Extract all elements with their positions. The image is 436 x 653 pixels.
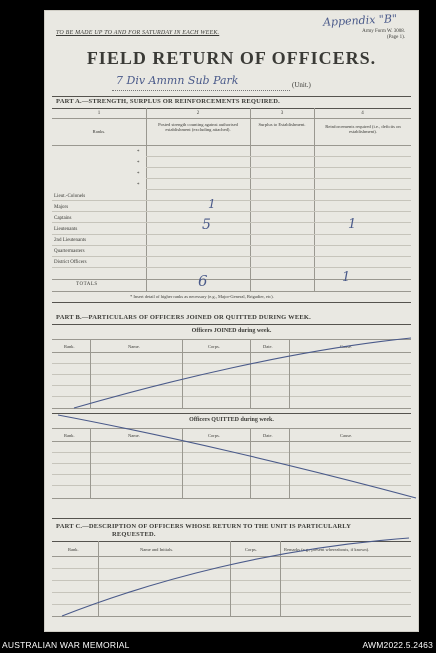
pencil-strike-marks [44,10,419,632]
col-header-posted: Posted strength counting against authorised establishment (excluding attached). [158,122,238,132]
joined-col-name: Name. [128,344,140,349]
part-a-title: PART A.—STRENGTH, SURPLUS OR REINFORCEMENTS REQUIRED. [56,98,280,105]
document-page [44,10,419,632]
quitted-col-cause: Cause. [340,433,353,438]
appendix-annotation: Appendix "B" [322,12,398,29]
joined-col-corps: Corps. [208,344,220,349]
handwritten-totals-reinf: 1 [342,270,351,285]
col-number-4: 4 [361,111,364,116]
part-b-title: PART B.—PARTICULARS OF OFFICERS JOINED OR QUITTED DURING WEEK. [56,314,312,321]
rank-label: Quartermasters [54,249,85,254]
joined-title: Officers JOINED during week. [191,328,272,334]
quitted-title: Officers QUITTED during week. [189,417,274,423]
rank-label: 2nd Lieutenants [54,238,87,243]
part-c-title-line2: REQUESTED. [112,531,156,538]
joined-col-cause: Cause. [340,344,353,349]
form-number-line1: Army Form W. 3008. [362,29,405,34]
col-header-ranks: Ranks. [92,129,106,134]
joined-col-date: Date. [263,344,273,349]
handwritten-totals-posted: 6 [198,272,208,290]
joined-strike-line [74,338,411,408]
unit-handwritten: 7 Div Ammn Sub Park [116,74,239,87]
unit-label: (Unit.) [292,81,311,89]
footer-credit: AUSTRALIAN WAR MEMORIAL [2,640,130,650]
rank-label: Majors [54,205,69,210]
asterisk: * [137,183,140,188]
requested-strike-line [62,538,409,616]
quitted-col-corps: Corps. [208,433,220,438]
col-header-surplus: Surplus to Establishment. [258,122,306,127]
part-c-title-line1: PART C.—DESCRIPTION OF OFFICERS WHOSE RETURN TO THE UNIT IS PARTICULARLY [56,523,352,530]
rank-label: Lieut.-Colonels [54,194,86,199]
page-title: FIELD RETURN OF OFFICERS. [86,48,377,68]
quitted-col-name: Name. [128,433,140,438]
handwritten-lieutenants-posted: 5 [202,217,211,233]
requested-col-corps: Corps. [245,547,257,552]
col-number-2: 2 [196,111,200,116]
asterisk: * [137,172,140,177]
requested-col-remarks: Remarks (e.g., present whereabouts, if known). [284,547,370,552]
handwritten-lieutenants-reinf: 1 [348,217,357,232]
requested-col-rank: Rank. [68,547,79,552]
rank-label: Captains [54,216,72,221]
joined-col-rank: Rank. [64,344,75,349]
quitted-col-rank: Rank. [64,433,75,438]
col-number-3: 3 [280,111,284,116]
col-header-reinforcements: Reinforcements required (i.e., deficits on establishment). [325,124,401,134]
form-number-line2: (Page 1). [386,35,405,40]
rank-label: Lieutenants [54,227,78,232]
requested-col-name: Name and Initials. [140,547,174,552]
totals-label: TOTALS [76,282,98,287]
asterisk: * [137,161,140,166]
asterisk: * [137,150,140,155]
col-number-1: 1 [97,111,101,116]
handwritten-majors-posted: 1 [208,197,216,211]
rank-label: District Officers [54,260,87,265]
footer-accession-number: AWM2022.5.2463 [362,640,433,650]
submission-note: TO BE MADE UP TO AND FOR SATURDAY IN EACH WEEK. [56,30,220,36]
part-a-footnote: * Insert detail of higher ranks as necessary (e.g., Major-General, Brigadier, etc). [130,294,274,299]
quitted-col-date: Date. [263,433,273,438]
quitted-strike-line [58,415,416,498]
